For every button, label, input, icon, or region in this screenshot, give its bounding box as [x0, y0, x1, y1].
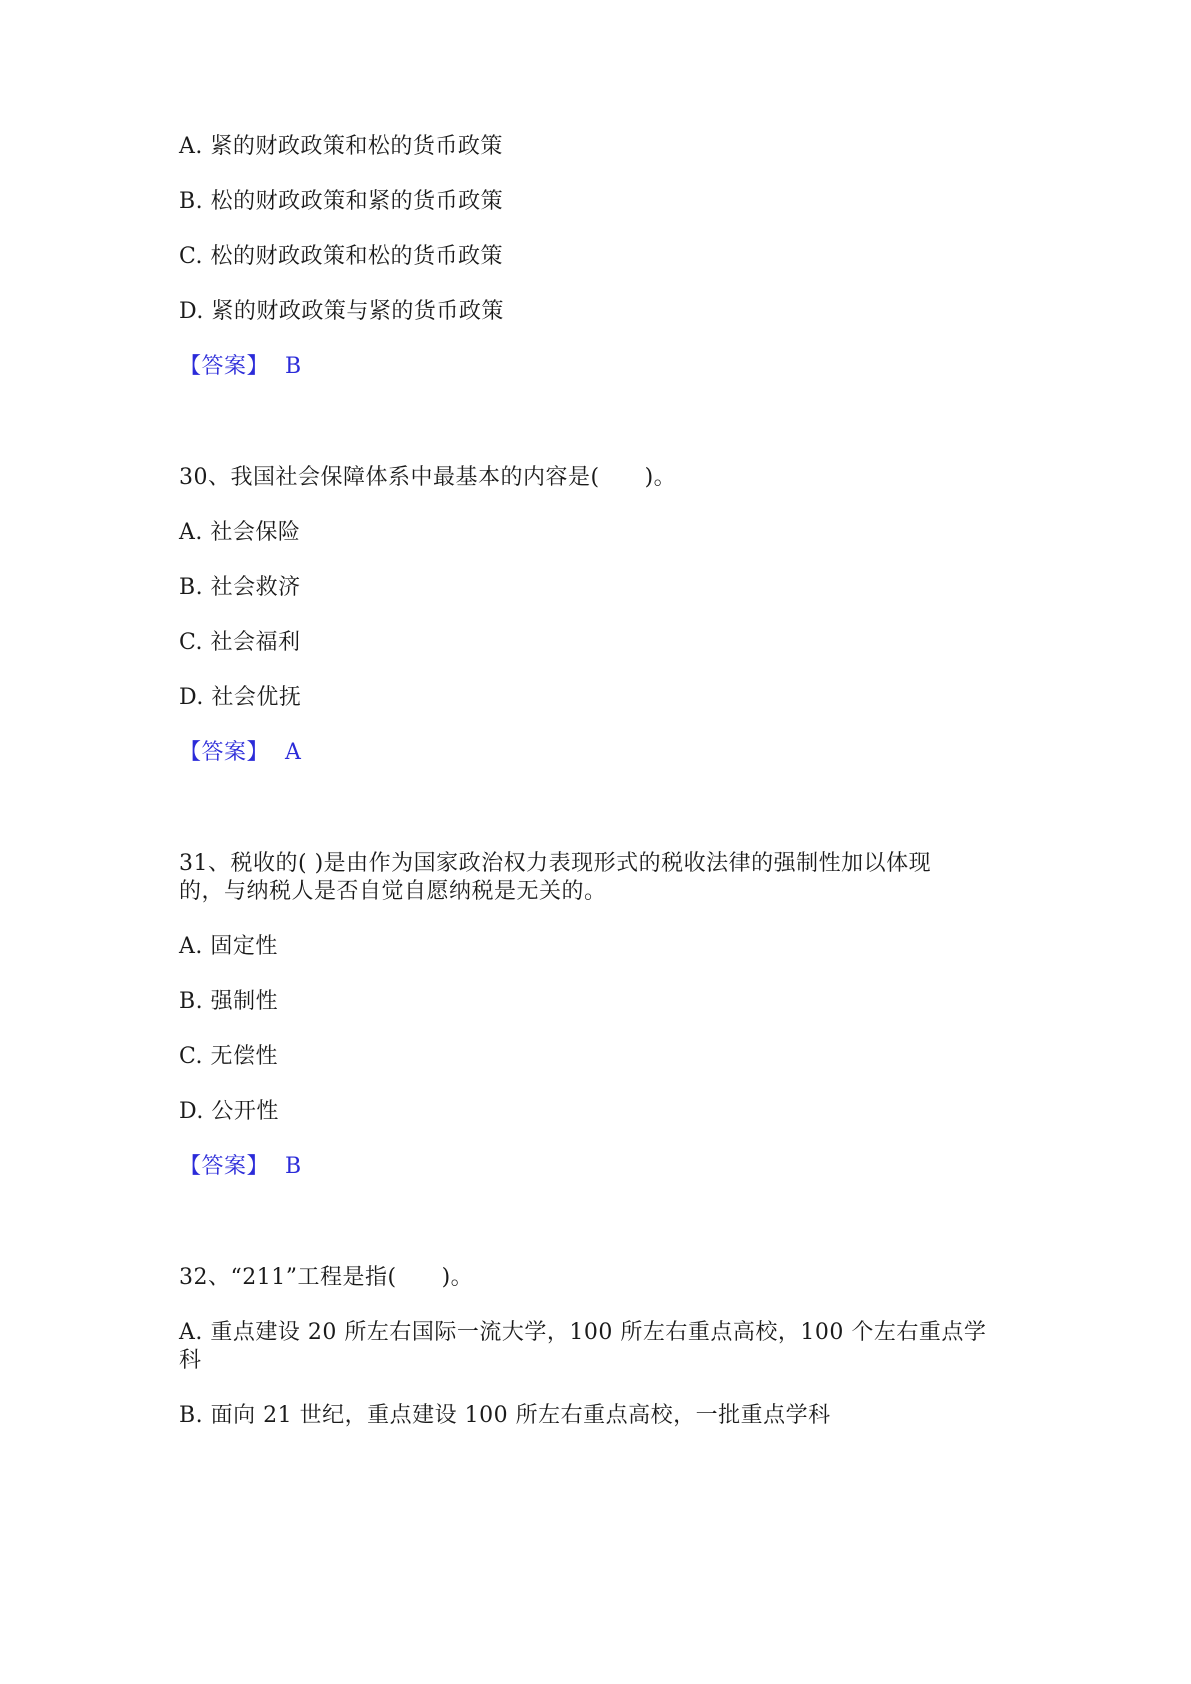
q32-option-a-line1: A. 重点建设 20 所左右国际一流大学，100 所左右重点高校，100 个左右重点学: [179, 1320, 987, 1345]
answer-label: 【答案】: [179, 1154, 270, 1179]
q30-stem: 30、我国社会保障体系中最基本的内容是( )。: [179, 465, 677, 490]
q29-option-c: C. 松的财政政策和松的货币政策: [179, 244, 504, 269]
q30-answer: [179, 738, 301, 768]
q31-stem-line1: 31、税收的( )是由作为国家政治权力表现形式的税收法律的强制性加以体现: [179, 851, 932, 876]
q30-option-b: B. 社会救济: [179, 575, 301, 600]
q32-stem: 32、“211”工程是指( )。: [179, 1265, 474, 1290]
q31-option-a: A. 固定性: [179, 934, 278, 959]
q31-option-d: D. 公开性: [179, 1099, 279, 1124]
answer-label: 【答案】: [179, 354, 270, 379]
answer-value: A: [285, 740, 302, 765]
q29-option-b: B. 松的财政政策和紧的货币政策: [179, 189, 504, 214]
q31-stem-line2: 的，与纳税人是否自觉自愿纳税是无关的。: [179, 879, 607, 904]
answer-label: 【答案】: [179, 740, 270, 765]
q29-answer: [179, 352, 302, 382]
q32-option-a-line2: 科: [179, 1348, 202, 1373]
answer-value: B: [285, 1154, 302, 1179]
q31-option-c: C. 无偿性: [179, 1044, 279, 1069]
q29-option-d: D. 紧的财政政策与紧的货币政策: [179, 299, 504, 324]
q31-answer: [179, 1152, 302, 1182]
q30-option-d: D. 社会优抚: [179, 685, 302, 710]
q30-option-c: C. 社会福利: [179, 630, 301, 655]
answer-value: B: [285, 354, 302, 379]
q30-option-a: A. 社会保险: [179, 520, 301, 545]
q29-option-a: A. 紧的财政政策和松的货币政策: [179, 134, 503, 159]
q32-option-b: B. 面向 21 世纪，重点建设 100 所左右重点高校，一批重点学科: [179, 1403, 831, 1428]
q31-option-b: B. 强制性: [179, 989, 279, 1014]
